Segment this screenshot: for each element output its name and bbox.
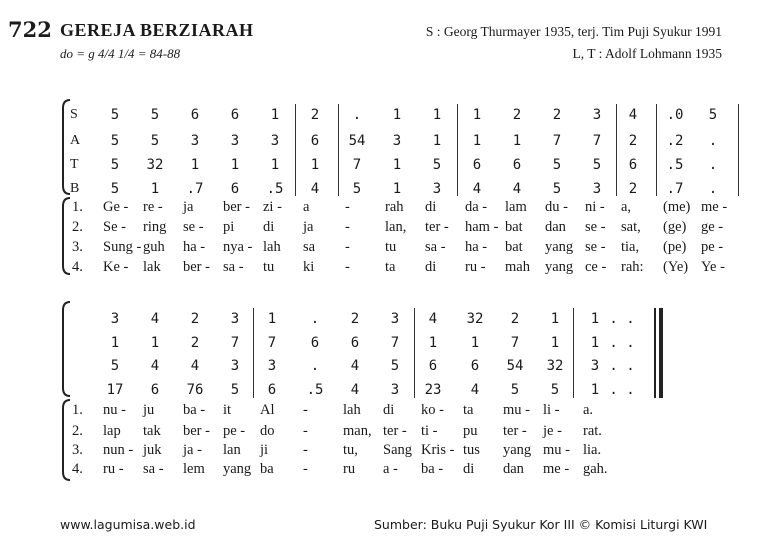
note: 1 xyxy=(392,157,402,173)
lyric-syllable: ja xyxy=(303,219,314,235)
lyric-syllable: (me) xyxy=(663,199,691,215)
note: 3 xyxy=(110,311,120,327)
note: . xyxy=(708,133,718,149)
note: 5 xyxy=(110,358,120,374)
note: .5 xyxy=(266,181,284,197)
lyric-syllable: ko - xyxy=(421,402,444,418)
note: 6 xyxy=(350,335,360,351)
barline xyxy=(295,104,296,196)
barline xyxy=(338,104,339,196)
note: 2 xyxy=(350,311,360,327)
lyric-syllable: yang xyxy=(503,442,532,458)
note: 7 xyxy=(510,335,520,351)
lyric-syllable: tia, xyxy=(621,239,640,255)
verse-number: 4. xyxy=(72,461,83,477)
note: . xyxy=(310,311,320,327)
lyric-syllable: pi xyxy=(223,219,235,235)
note: 1 xyxy=(472,133,482,149)
lyric-syllable: ha - xyxy=(465,239,488,255)
note: 6 xyxy=(310,133,320,149)
lyric-syllable: ju xyxy=(143,402,155,418)
lyric-syllable: guh xyxy=(143,239,165,255)
lyric-syllable: lan xyxy=(223,442,241,458)
note: 5 xyxy=(110,181,120,197)
lyric-syllable: Ge - xyxy=(103,199,129,215)
note: 5 xyxy=(110,133,120,149)
barline xyxy=(573,308,574,398)
lyric-syllable: lan, xyxy=(385,219,407,235)
lyric-syllable: sa - xyxy=(425,239,446,255)
note: 5 xyxy=(150,107,160,123)
final-barline-thick xyxy=(659,308,663,398)
lyric-syllable: ha - xyxy=(183,239,206,255)
note: 1 xyxy=(472,107,482,123)
voice-bracket xyxy=(60,300,74,400)
credit-music: L, T : Adolf Lohmann 1935 xyxy=(572,46,722,61)
lyric-syllable: ter - xyxy=(425,219,449,235)
note: 1 xyxy=(432,107,442,123)
lyric-syllable: - xyxy=(345,239,350,255)
note: 3 xyxy=(432,181,442,197)
lyric-syllable: Al xyxy=(260,402,275,418)
note: 54 xyxy=(348,133,366,149)
note: 2 xyxy=(512,107,522,123)
note: 54 xyxy=(506,358,524,374)
note: 4 xyxy=(150,358,160,374)
lyric-syllable: ham - xyxy=(465,219,499,235)
lyric-syllable: tu xyxy=(385,239,397,255)
voice-label: A xyxy=(70,133,81,148)
song-title: GEREJA BERZIARAH xyxy=(60,20,254,40)
note: . . xyxy=(609,311,635,327)
lyric-syllable: li - xyxy=(543,402,560,418)
note: 3 xyxy=(592,107,602,123)
lyric-syllable: tu, xyxy=(343,442,358,458)
lyric-syllable: - xyxy=(345,199,350,215)
note: 4 xyxy=(472,181,482,197)
note: 2 xyxy=(510,311,520,327)
note: 1 xyxy=(267,311,277,327)
lyric-syllable: da - xyxy=(465,199,488,215)
note: 5 xyxy=(592,157,602,173)
note: 4 xyxy=(350,358,360,374)
lyric-syllable: rah xyxy=(385,199,404,215)
barline xyxy=(616,104,617,196)
lyric-syllable: gah. xyxy=(583,461,608,477)
lyric-syllable: bat xyxy=(505,219,523,235)
lyric-syllable: ta xyxy=(463,402,474,418)
lyric-syllable: tak xyxy=(143,423,161,439)
note: 4 xyxy=(350,382,360,398)
note: 6 xyxy=(512,157,522,173)
lyric-syllable: lam xyxy=(505,199,527,215)
note: 5 xyxy=(110,107,120,123)
lyric-syllable: rat. xyxy=(583,423,602,439)
note: 32 xyxy=(546,358,564,374)
lyric-syllable: Se - xyxy=(103,219,126,235)
note: 2 xyxy=(628,181,638,197)
note: 6 xyxy=(190,107,200,123)
lyric-syllable: lah xyxy=(263,239,281,255)
note: .2 xyxy=(666,133,684,149)
lyric-syllable: re - xyxy=(143,199,163,215)
verse-number: 1. xyxy=(72,199,83,215)
note: 1 xyxy=(270,107,280,123)
lyric-syllable: - xyxy=(345,219,350,235)
barline xyxy=(457,104,458,196)
lyric-syllable: a xyxy=(303,199,310,215)
note: 3 xyxy=(230,311,240,327)
note: .7 xyxy=(186,181,204,197)
note: 5 xyxy=(230,382,240,398)
lyric-syllable: se - xyxy=(585,219,606,235)
note: 7 xyxy=(352,157,362,173)
note: 3 xyxy=(230,358,240,374)
note: . . xyxy=(609,358,635,374)
verse-number: 1. xyxy=(72,402,83,418)
note: 1 xyxy=(470,335,480,351)
note: 17 xyxy=(106,382,124,398)
note: 76 xyxy=(186,382,204,398)
note: 5 xyxy=(552,157,562,173)
note: 3 xyxy=(390,311,400,327)
note: 2 xyxy=(190,335,200,351)
lyric-syllable: a. xyxy=(583,402,594,418)
lyric-syllable: se - xyxy=(585,239,606,255)
note: 6 xyxy=(310,335,320,351)
lyric-syllable: nun - xyxy=(103,442,134,458)
note: 1 xyxy=(392,181,402,197)
note: 32 xyxy=(466,311,484,327)
note: 5 xyxy=(510,382,520,398)
note: 5 xyxy=(352,181,362,197)
lyric-syllable: ni - xyxy=(585,199,605,215)
lyric-syllable: pe - xyxy=(223,423,246,439)
lyric-syllable: dan xyxy=(503,461,524,477)
lyric-syllable: (ge) xyxy=(663,219,687,235)
lyric-syllable: - xyxy=(303,461,308,477)
lyric-syllable: - xyxy=(303,402,308,418)
lyric-syllable: - xyxy=(303,423,308,439)
lyric-syllable: a, xyxy=(621,199,632,215)
lyric-syllable: di xyxy=(463,461,475,477)
lyric-syllable: rah: xyxy=(621,259,644,275)
note: 3 xyxy=(390,382,400,398)
lyric-syllable: ta xyxy=(385,259,396,275)
note: .0 xyxy=(666,107,684,123)
lyric-syllable: sa xyxy=(303,239,316,255)
lyric-syllable: ber - xyxy=(183,423,210,439)
note: . xyxy=(708,157,718,173)
note: 4 xyxy=(428,311,438,327)
lyric-syllable: nu - xyxy=(103,402,126,418)
lyric-syllable: du - xyxy=(545,199,568,215)
note: 1 xyxy=(270,157,280,173)
note: 1 xyxy=(590,335,600,351)
lyric-syllable: ba xyxy=(260,461,274,477)
lyric-syllable: tus xyxy=(463,442,480,458)
lyric-syllable: ber - xyxy=(183,259,210,275)
note: 6 xyxy=(150,382,160,398)
footer-website: www.lagumisa.web.id xyxy=(60,517,196,532)
note: 1 xyxy=(550,335,560,351)
note: 1 xyxy=(550,311,560,327)
lyric-syllable: juk xyxy=(143,442,162,458)
note: 2 xyxy=(310,107,320,123)
song-number: 722 xyxy=(8,17,52,42)
note: 7 xyxy=(592,133,602,149)
note: 4 xyxy=(190,358,200,374)
note: .7 xyxy=(666,181,684,197)
note: 4 xyxy=(150,311,160,327)
lyric-syllable: ti - xyxy=(421,423,438,439)
note: .5 xyxy=(306,382,324,398)
lyric-syllable: ki xyxy=(303,259,315,275)
note: 5 xyxy=(390,358,400,374)
lyric-syllable: ru - xyxy=(103,461,124,477)
lyric-syllable: pe - xyxy=(701,239,724,255)
lyric-syllable: - xyxy=(345,259,350,275)
note: 3 xyxy=(392,133,402,149)
note: 2 xyxy=(552,107,562,123)
note: . xyxy=(708,181,718,197)
lyric-syllable: mah xyxy=(505,259,530,275)
barline xyxy=(414,308,415,398)
lyric-syllable: (pe) xyxy=(663,239,687,255)
note: 3 xyxy=(230,133,240,149)
lyric-syllable: it xyxy=(223,402,232,418)
note: 6 xyxy=(230,107,240,123)
barline xyxy=(656,104,657,196)
note: 6 xyxy=(628,157,638,173)
note: 1 xyxy=(110,335,120,351)
note: 3 xyxy=(190,133,200,149)
note: 7 xyxy=(267,335,277,351)
note: 6 xyxy=(230,181,240,197)
credit-words: S : Georg Thurmayer 1935, terj. Tim Puji Syukur 1991 xyxy=(425,24,722,39)
note: 1 xyxy=(392,107,402,123)
lyric-syllable: nya - xyxy=(223,239,253,255)
lyric-syllable: ru - xyxy=(465,259,486,275)
lyric-syllable: ba - xyxy=(421,461,444,477)
lyric-syllable: lia. xyxy=(583,442,602,458)
verse-number: 4. xyxy=(72,259,83,275)
note: 1 xyxy=(190,157,200,173)
lyric-syllable: sa - xyxy=(143,461,164,477)
lyric-syllable: lap xyxy=(103,423,121,439)
note: 5 xyxy=(550,382,560,398)
lyric-syllable: zi - xyxy=(263,199,282,215)
lyric-syllable: je - xyxy=(543,423,562,439)
note: 32 xyxy=(146,157,164,173)
lyric-syllable: Ke - xyxy=(103,259,129,275)
barline xyxy=(738,104,739,196)
note: 4 xyxy=(310,181,320,197)
lyric-syllable: lah xyxy=(343,402,361,418)
lyric-syllable: - xyxy=(303,442,308,458)
note: . . xyxy=(609,382,635,398)
note: . xyxy=(310,358,320,374)
note: 1 xyxy=(428,335,438,351)
lyric-syllable: ring xyxy=(143,219,167,235)
note: 5 xyxy=(110,157,120,173)
lyric-syllable: ber - xyxy=(223,199,250,215)
note: 2 xyxy=(628,133,638,149)
note: 3 xyxy=(590,358,600,374)
note: 4 xyxy=(512,181,522,197)
note: 6 xyxy=(470,358,480,374)
lyric-syllable: yang xyxy=(545,239,574,255)
lyric-syllable: di xyxy=(263,219,275,235)
lyric-syllable: me - xyxy=(701,199,728,215)
note: 7 xyxy=(230,335,240,351)
note: 1 xyxy=(150,335,160,351)
lyric-syllable: Sung - xyxy=(103,239,142,255)
note: 5 xyxy=(708,107,718,123)
note: 23 xyxy=(424,382,442,398)
lyric-syllable: se - xyxy=(183,219,204,235)
lyric-syllable: pu xyxy=(463,423,478,439)
note: 7 xyxy=(390,335,400,351)
voice-label: B xyxy=(70,181,80,196)
lyric-syllable: ce - xyxy=(585,259,607,275)
note: 1 xyxy=(590,382,600,398)
lyric-syllable: di xyxy=(425,199,437,215)
note: 1 xyxy=(230,157,240,173)
barline xyxy=(253,308,254,398)
note: 7 xyxy=(552,133,562,149)
lyric-syllable: ru xyxy=(343,461,356,477)
note: 3 xyxy=(592,181,602,197)
verse-number: 2. xyxy=(72,219,83,235)
lyric-syllable: ter - xyxy=(383,423,407,439)
lyric-syllable: ge - xyxy=(701,219,724,235)
note: 1 xyxy=(512,133,522,149)
note: 4 xyxy=(628,107,638,123)
lyric-syllable: sa - xyxy=(223,259,244,275)
voice-label: S xyxy=(70,107,78,122)
lyric-syllable: bat xyxy=(505,239,523,255)
tempo-marking: do = g 4/4 1/4 = 84-88 xyxy=(60,46,181,61)
note: 6 xyxy=(472,157,482,173)
lyric-syllable: (Ye) xyxy=(663,259,689,275)
lyric-syllable: ja - xyxy=(183,442,202,458)
note: 1 xyxy=(150,181,160,197)
note: 5 xyxy=(552,181,562,197)
verse-number: 3. xyxy=(72,239,83,255)
verse-number: 2. xyxy=(72,423,83,439)
lyric-syllable: yang xyxy=(545,259,574,275)
lyric-syllable: di xyxy=(425,259,437,275)
lyric-syllable: Sang xyxy=(383,442,412,458)
note: 5 xyxy=(150,133,160,149)
lyric-syllable: yang xyxy=(223,461,252,477)
final-barline-thin xyxy=(654,308,656,398)
note: 5 xyxy=(432,157,442,173)
lyric-syllable: ter - xyxy=(503,423,527,439)
note: 6 xyxy=(428,358,438,374)
note: 1 xyxy=(432,133,442,149)
lyric-syllable: di xyxy=(383,402,395,418)
note: 3 xyxy=(267,358,277,374)
note: 1 xyxy=(310,157,320,173)
note: 3 xyxy=(270,133,280,149)
lyric-syllable: lak xyxy=(143,259,161,275)
lyric-syllable: dan xyxy=(545,219,566,235)
note: . . xyxy=(609,335,635,351)
verse-number: 3. xyxy=(72,442,83,458)
lyric-syllable: lem xyxy=(183,461,205,477)
note: 6 xyxy=(267,382,277,398)
lyric-syllable: mu - xyxy=(503,402,530,418)
lyric-syllable: Kris - xyxy=(421,442,455,458)
lyric-syllable: a - xyxy=(383,461,398,477)
note: .5 xyxy=(666,157,684,173)
voice-label: T xyxy=(70,157,79,172)
lyric-syllable: ba - xyxy=(183,402,206,418)
lyric-syllable: ja xyxy=(183,199,194,215)
note: . xyxy=(352,107,362,123)
note: 4 xyxy=(470,382,480,398)
lyric-syllable: do xyxy=(260,423,275,439)
lyric-syllable: tu xyxy=(263,259,275,275)
note: 1 xyxy=(590,311,600,327)
lyric-syllable: sat, xyxy=(621,219,641,235)
lyric-syllable: me - xyxy=(543,461,570,477)
lyric-syllable: man, xyxy=(343,423,372,439)
footer-source: Sumber: Buku Puji Syukur Kor III © Komisi Liturgi KWI xyxy=(374,517,708,532)
lyric-syllable: Ye - xyxy=(701,259,725,275)
note: 2 xyxy=(190,311,200,327)
lyric-syllable: ji xyxy=(260,442,269,458)
lyric-syllable: mu - xyxy=(543,442,570,458)
